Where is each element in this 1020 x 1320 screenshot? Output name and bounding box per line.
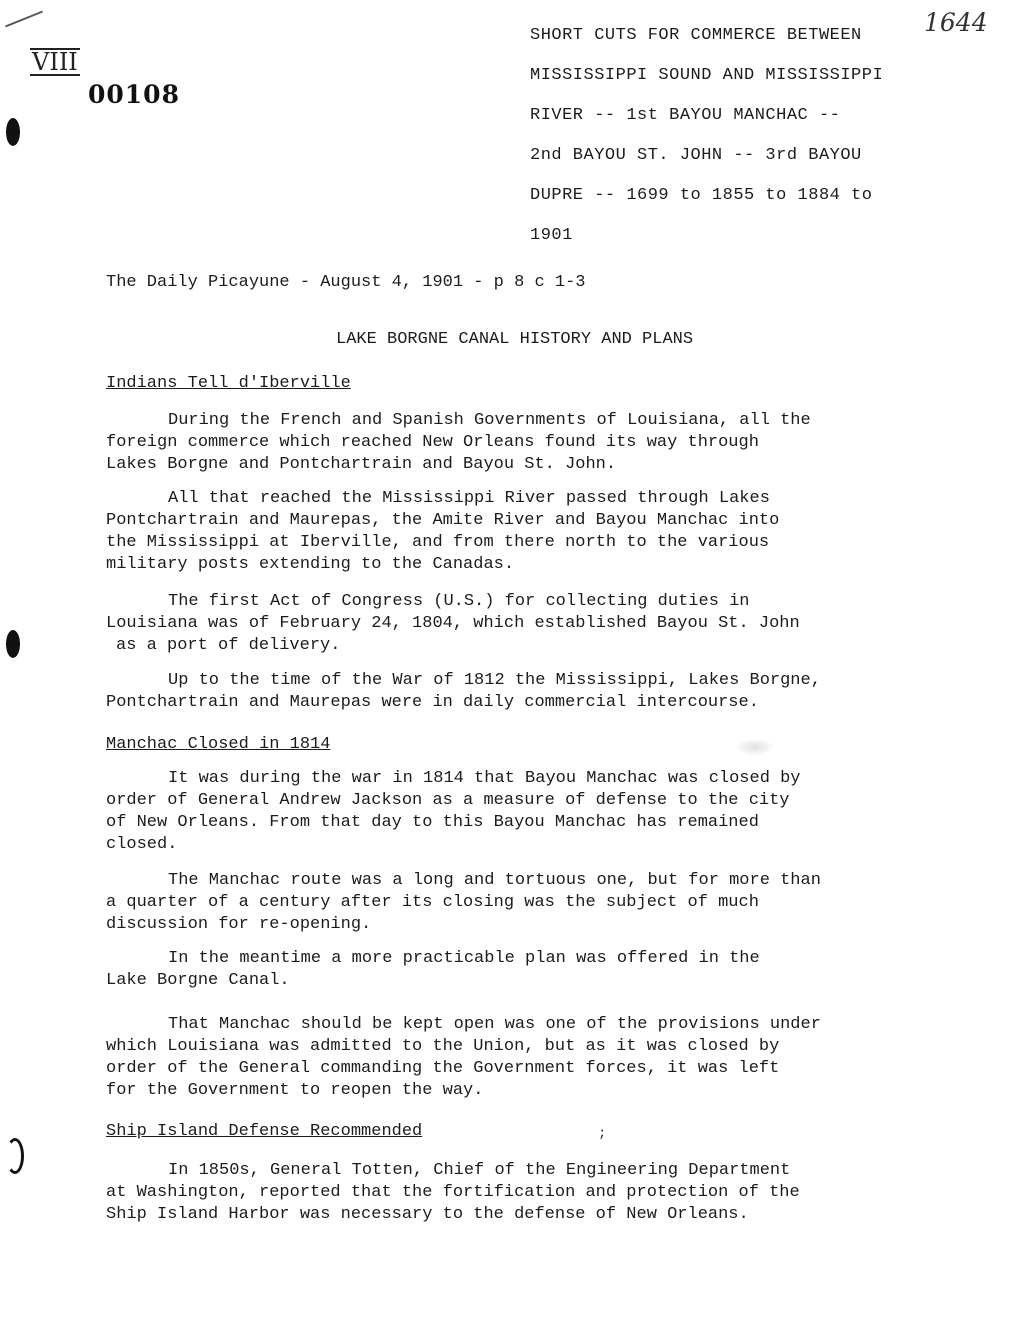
smudge [735, 738, 775, 756]
paragraph [106, 870, 956, 936]
paragraph-line: a quarter of a century after its closing was the subject of much [106, 893, 759, 912]
paragraph [106, 1160, 956, 1226]
paragraph-line: the Mississippi at Iberville, and from there north to the various [106, 533, 770, 552]
paragraph [106, 410, 956, 476]
paragraph [106, 591, 956, 657]
paragraph-line: During the French and Spanish Governments of Louisiana, all the [168, 411, 811, 430]
paragraph [106, 488, 956, 576]
header-block [530, 16, 1000, 256]
section-heading: Manchac Closed in 1814 [106, 735, 331, 754]
roman-numeral: VIII [32, 48, 78, 76]
header-line: RIVER -- 1st BAYOU MANCHAC -- [530, 106, 841, 125]
paragraph-line: In 1850s, General Totten, Chief of the Engineering Department [168, 1161, 791, 1180]
document-number: 00108 [88, 80, 180, 109]
section-heading: Ship Island Defense Recommended [106, 1122, 423, 1141]
paragraph-line: for the Government to reopen the way. [106, 1081, 484, 1100]
paragraph-line: Ship Island Harbor was necessary to the defense of New Orleans. [106, 1205, 749, 1224]
paragraph-line: Pontchartrain and Maurepas were in daily commercial intercourse. [106, 693, 759, 712]
paragraph-line: In the meantime a more practicable plan was offered in the [168, 949, 760, 968]
paragraph-line: discussion for re-opening. [106, 915, 372, 934]
header-line: SHORT CUTS FOR COMMERCE BETWEEN [530, 26, 862, 45]
paragraph [106, 768, 956, 856]
paragraph-line: order of the General commanding the Government forces, it was left [106, 1059, 780, 1078]
article-title: LAKE BORGNE CANAL HISTORY AND PLANS [336, 330, 694, 349]
paragraph-line: at Washington, reported that the fortification and protection of the [106, 1183, 800, 1202]
header-line: 1901 [530, 226, 573, 245]
handwritten-number: 1644 [924, 8, 988, 37]
section-heading: Indians Tell d'Iberville [106, 374, 351, 393]
paragraph-line: Louisiana was of February 24, 1804, which established Bayou St. John [106, 614, 800, 633]
punch-hole-icon [6, 630, 20, 658]
paragraph-line: It was during the war in 1814 that Bayou Manchac was closed by [168, 769, 801, 788]
paragraph [106, 1014, 956, 1102]
paragraph-line: military posts extending to the Canadas. [106, 555, 515, 574]
punch-hole-icon [6, 1138, 24, 1174]
punch-hole-icon [6, 118, 20, 146]
paragraph-line: order of General Andrew Jackson as a measure of defense to the city [106, 791, 790, 810]
paragraph-line: foreign commerce which reached New Orleans found its way through [106, 433, 759, 452]
paragraph-line: Lake Borgne Canal. [106, 971, 290, 990]
paragraph-line: The first Act of Congress (U.S.) for collecting duties in [168, 592, 750, 611]
paragraph-line: Lakes Borgne and Pontchartrain and Bayou St. John. [106, 455, 617, 474]
header-line: DUPRE -- 1699 to 1855 to 1884 to [530, 186, 873, 205]
paragraph-line: which Louisiana was admitted to the Union, but as it was closed by [106, 1037, 780, 1056]
paragraph-line: as a port of delivery. [116, 636, 341, 655]
paragraph-line: Up to the time of the War of 1812 the Mississippi, Lakes Borgne, [168, 671, 821, 690]
header-line: MISSISSIPPI SOUND AND MISSISSIPPI [530, 66, 884, 85]
pencil-mark [5, 11, 43, 28]
paragraph-line: That Manchac should be kept open was one of the provisions under [168, 1015, 821, 1034]
paragraph [106, 948, 956, 992]
source-citation: The Daily Picayune - August 4, 1901 - p 8 c 1-3 [106, 273, 586, 292]
paragraph-line: All that reached the Mississippi River passed through Lakes [168, 489, 770, 508]
paragraph-line: closed. [106, 835, 178, 854]
paragraph-line: of New Orleans. From that day to this Bayou Manchac has remained [106, 813, 759, 832]
header-line: 2nd BAYOU ST. JOHN -- 3rd BAYOU [530, 146, 862, 165]
paragraph [106, 670, 956, 714]
stray-mark: ; [598, 1126, 607, 1142]
paragraph-line: The Manchac route was a long and tortuous one, but for more than [168, 871, 821, 890]
paragraph-line: Pontchartrain and Maurepas, the Amite River and Bayou Manchac into [106, 511, 780, 530]
